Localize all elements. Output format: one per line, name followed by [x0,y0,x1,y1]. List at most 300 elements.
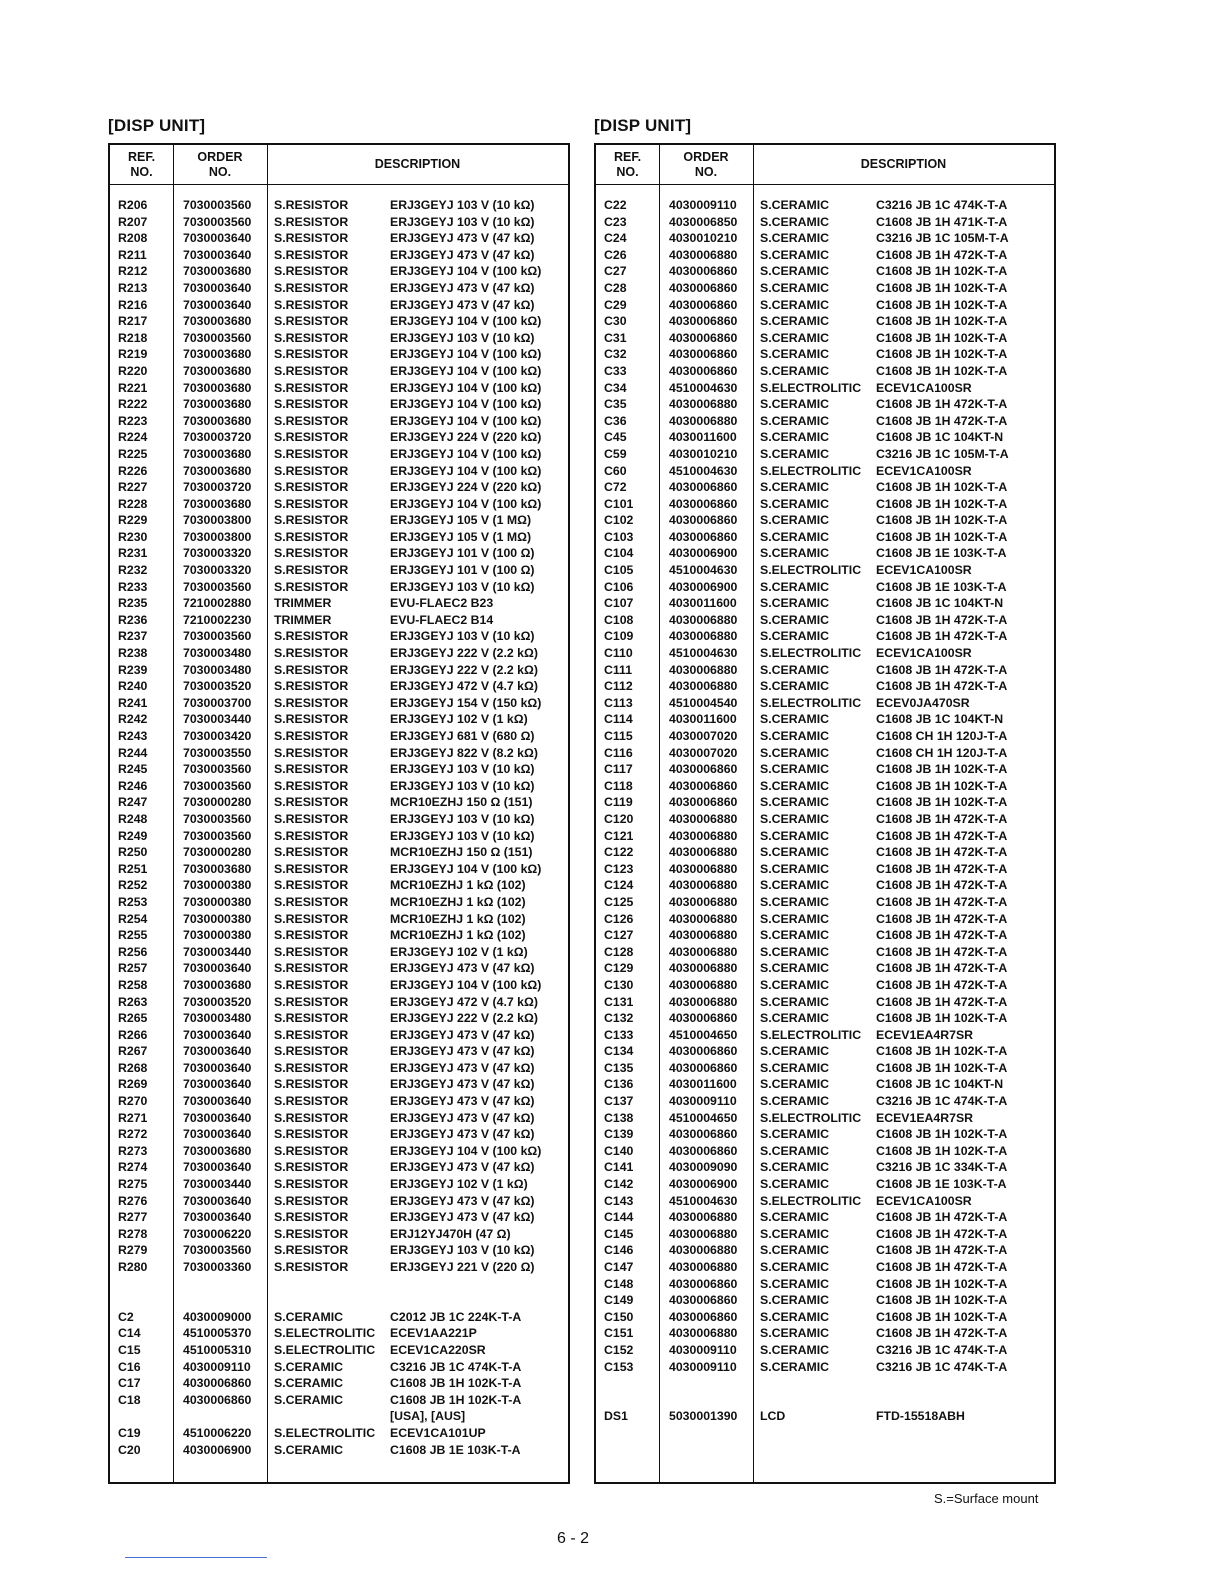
ref-no: R212 [118,264,148,279]
table-row [596,1176,1054,1193]
part-type: S.CERAMIC [760,430,830,445]
order-no: 7210002230 [183,612,252,627]
order-no: 4030006880 [669,911,738,926]
order-no: 4510004630 [669,380,738,395]
order-no: 7030003680 [183,446,252,461]
order-no: 4030006880 [669,845,738,860]
ref-no: C31 [604,330,627,345]
part-spec: C1608 JB 1H 472K-T-A [876,928,1008,943]
ref-no: C114 [604,712,633,727]
order-no: 4030006880 [669,247,738,262]
ref-no: R241 [118,695,148,710]
table-row [110,496,568,513]
part-spec: C1608 JB 1H 102K-T-A [876,347,1008,362]
order-no: 4030009110 [669,1359,737,1374]
part-type: S.RESISTOR [274,629,349,644]
table-row [110,628,568,645]
ref-no: R246 [118,778,148,793]
footer-rule [125,1557,267,1558]
order-no: 7030003440 [183,944,252,959]
ref-no: R225 [118,446,148,461]
table-row [596,745,1054,762]
ref-no: R242 [118,712,148,727]
ref-no: C108 [604,612,634,627]
table-row [596,612,1054,629]
table-row [110,479,568,496]
table-row [596,678,1054,695]
table-row [110,861,568,878]
part-type: S.ELECTROLITIC [760,1027,862,1042]
ref-no: C137 [604,1094,634,1109]
table-row [596,529,1054,546]
ref-no: R240 [118,679,148,694]
order-no: 4030006860 [669,297,738,312]
part-spec: C1608 JB 1H 102K-T-A [876,513,1008,528]
table-row [596,1027,1054,1044]
part-spec: C1608 JB 1H 472K-T-A [876,878,1008,893]
part-spec: ERJ3GEYJ 104 V (100 kΩ) [390,397,542,412]
table-row [596,1226,1054,1243]
ref-no: C141 [604,1160,634,1175]
order-no: 7030003680 [183,463,252,478]
part-type: S.RESISTOR [274,977,349,992]
table-row [596,1076,1054,1093]
part-type: S.RESISTOR [274,363,349,378]
part-spec: ERJ3GEYJ 105 V (1 MΩ) [390,529,532,544]
part-spec: C1608 JB 1H 102K-T-A [876,280,1008,295]
part-type: S.RESISTOR [274,1260,349,1274]
part-spec: C1608 JB 1H 471K-T-A [876,214,1008,229]
part-spec: ERJ3GEYJ 473 V (47 kΩ) [390,1110,535,1125]
part-type: S.RESISTOR [274,894,349,909]
part-spec: ERJ3GEYJ 473 V (47 kΩ) [390,1044,535,1059]
ref-no: C125 [604,894,634,909]
part-type: S.CERAMIC [760,1160,830,1175]
table-row [110,761,568,778]
order-no: 7030003680 [183,496,252,511]
order-no: 4030006880 [669,662,738,677]
ref-no: R206 [118,198,148,212]
order-no: 7030003680 [183,380,252,395]
part-type: S.CERAMIC [760,330,830,345]
part-type: S.CERAMIC [760,928,830,943]
ref-no: C124 [604,878,634,893]
part-type: S.RESISTOR [274,579,349,594]
table-row [110,728,568,745]
table-row [110,1010,568,1027]
part-spec: MCR10EZHJ 1 kΩ (102) [390,911,526,926]
ref-no: C27 [604,264,627,279]
part-type: S.CERAMIC [760,1276,830,1291]
table-row [596,1126,1054,1143]
part-spec: ERJ3GEYJ 104 V (100 kΩ) [390,413,542,428]
table-row [596,297,1054,314]
part-spec: C3216 JB 1C 474K-T-A [876,1342,1008,1357]
part-type: S.CERAMIC [760,795,830,810]
order-no: 4030007020 [669,745,738,760]
order-no: 4030006880 [669,977,738,992]
order-no: 7030000280 [183,795,252,810]
ref-no: R273 [118,1143,148,1158]
table-row [110,1126,568,1143]
ref-no: C118 [604,778,633,793]
part-spec: ERJ3GEYJ 681 V (680 Ω) [390,729,535,743]
part-spec: ERJ3GEYJ 224 V (220 kΩ) [390,430,542,445]
order-no: 7030003560 [183,1243,252,1258]
table-row [110,1342,568,1359]
table-row [110,1425,568,1442]
part-type: S.CERAMIC [760,214,830,229]
table-row [596,1060,1054,1077]
table-row [596,579,1054,596]
ref-no: R248 [118,811,148,826]
part-spec: C1608 JB 1H 102K-T-A [876,762,1008,777]
part-type: S.RESISTOR [274,198,349,212]
part-type: S.CERAMIC [760,198,830,212]
part-type: S.CERAMIC [760,297,830,312]
order-no: 4510004650 [669,1110,738,1125]
part-spec: C1608 JB 1H 102K-T-A [876,1143,1008,1158]
order-no-header: ORDER NO. [197,149,243,179]
table-row [110,214,568,231]
order-no: 4030006860 [669,762,738,777]
table-row [110,1143,568,1160]
table-row [596,545,1054,562]
ref-no: C34 [604,380,627,395]
ref-no: C105 [604,563,634,578]
order-no: 4030006900 [183,1442,252,1457]
part-type: S.RESISTOR [274,712,349,727]
order-no: 4030006880 [669,1210,738,1225]
ref-no: R211 [118,247,147,262]
table-row [110,911,568,928]
ref-no: C18 [118,1392,141,1407]
table-row [596,214,1054,231]
ref-no: C107 [604,596,634,611]
part-type: S.CERAMIC [760,762,830,777]
part-spec: C1608 JB 1E 103K-T-A [876,546,1007,561]
part-spec: C1608 JB 1C 104KT-N [876,1077,1004,1092]
ref-no: C19 [118,1425,141,1440]
ref-no: C28 [604,280,627,295]
order-no: 7030003640 [183,247,252,262]
ref-no: R250 [118,845,148,860]
part-type: S.RESISTOR [274,1110,349,1125]
part-spec: ERJ3GEYJ 473 V (47 kΩ) [390,1094,535,1109]
order-no: 7030000280 [183,845,252,860]
order-no: 4030006880 [669,629,738,644]
part-type: S.CERAMIC [760,861,830,876]
part-spec: ERJ3GEYJ 222 V (2.2 kΩ) [390,662,538,677]
part-type: S.CERAMIC [760,1226,830,1241]
ref-no: C106 [604,579,634,594]
ref-no: C151 [604,1326,634,1341]
description-header: DESCRIPTION [374,157,461,171]
part-spec: C1608 JB 1H 102K-T-A [876,778,1008,793]
part-type: S.RESISTOR [274,1077,349,1092]
part-spec: MCR10EZHJ 1 kΩ (102) [390,928,526,943]
table-row [110,429,568,446]
table-row [110,297,568,314]
order-no: 4030011600 [669,1077,737,1092]
order-no: 4510004650 [669,1027,738,1042]
order-no: 7030003640 [183,1193,252,1208]
ref-no: R231 [118,546,148,561]
ref-no: R243 [118,729,148,743]
ref-no: C140 [604,1143,634,1158]
order-no: 7030003640 [183,280,252,295]
table-row [110,1093,568,1110]
table-row [596,346,1054,363]
ref-no: R220 [118,363,148,378]
table-row [596,512,1054,529]
ref-no: R274 [118,1160,148,1175]
ref-no-header: REF. NO. [127,149,156,179]
table-row [110,363,568,380]
part-spec: ERJ3GEYJ 103 V (10 kΩ) [390,214,535,229]
part-type: S.RESISTOR [274,1060,349,1075]
table-row [110,463,568,480]
table-row [110,1392,568,1409]
part-spec: ERJ3GEYJ 473 V (47 kΩ) [390,231,535,246]
table-row [110,1176,568,1193]
part-spec: C1608 JB 1H 472K-T-A [876,811,1008,826]
part-type: S.CERAMIC [760,413,830,428]
part-type: S.RESISTOR [274,513,349,528]
part-type: S.CERAMIC [760,596,830,611]
ref-no: C20 [118,1442,141,1457]
ref-no: R255 [118,928,148,943]
order-no: 7030003550 [183,745,252,760]
part-type: S.ELECTROLITIC [760,646,862,661]
part-spec: ERJ3GEYJ 104 V (100 kΩ) [390,347,542,362]
order-no: 7030003680 [183,347,252,362]
part-spec: MCR10EZHJ 1 kΩ (102) [390,894,526,909]
table-row [110,230,568,247]
part-type: S.RESISTOR [274,911,349,926]
part-type: S.RESISTOR [274,380,349,395]
part-type: S.CERAMIC [760,1060,830,1075]
part-spec: ERJ3GEYJ 102 V (1 kΩ) [390,944,528,959]
table-row [110,1159,568,1176]
part-type: S.ELECTROLITIC [760,563,862,578]
order-no: 4030006880 [669,612,738,627]
table-row [110,512,568,529]
ref-no: C123 [604,861,634,876]
part-spec: ERJ3GEYJ 104 V (100 kΩ) [390,463,542,478]
part-type: S.CERAMIC [760,679,830,694]
table-row [110,595,568,612]
part-spec: C1608 JB 1H 102K-T-A [876,1293,1008,1308]
part-spec: C3216 JB 1C 334K-T-A [876,1160,1008,1175]
part-type: S.CERAMIC [760,778,830,793]
part-spec: C1608 JB 1H 472K-T-A [876,994,1008,1009]
part-type: S.CERAMIC [760,1243,830,1258]
table-row [596,496,1054,513]
part-type: S.RESISTOR [274,994,349,1009]
part-spec: ERJ3GEYJ 473 V (47 kΩ) [390,280,535,295]
part-type: S.RESISTOR [274,1127,349,1142]
part-spec: ERJ3GEYJ 154 V (150 kΩ) [390,695,542,710]
ref-no: C153 [604,1359,634,1374]
ref-no: R235 [118,596,148,611]
table-row [110,579,568,596]
ref-no: C103 [604,529,634,544]
left-section-title: [DISP UNIT] [108,116,206,135]
part-type: S.RESISTOR [274,745,349,760]
part-type: S.RESISTOR [274,778,349,793]
ref-no: R251 [118,861,148,876]
ref-no: C102 [604,513,634,528]
ref-no: C2 [118,1309,134,1324]
part-spec: [USA], [AUS] [390,1409,466,1424]
part-spec: C1608 JB 1H 102K-T-A [876,264,1008,279]
part-spec: ERJ3GEYJ 104 V (100 kΩ) [390,977,542,992]
part-type: S.CERAMIC [760,314,830,329]
part-spec: C1608 JB 1H 472K-T-A [876,845,1008,860]
part-spec: C1608 JB 1H 102K-T-A [876,330,1008,345]
table-row [110,828,568,845]
ref-no: C35 [604,397,627,412]
order-no: 4030006860 [669,347,738,362]
part-type: S.CERAMIC [760,1094,830,1109]
order-no: 7030003720 [183,480,252,495]
ref-no: R221 [118,380,148,395]
part-type: S.ELECTROLITIC [760,695,862,710]
order-no: 4030006860 [669,1011,738,1026]
part-spec: ERJ3GEYJ 102 V (1 kΩ) [390,712,528,727]
part-spec: C1608 JB 1H 472K-T-A [876,413,1008,428]
table-row [596,711,1054,728]
table-row [596,1159,1054,1176]
order-no: 4030009110 [183,1359,251,1374]
part-spec: C1608 JB 1H 472K-T-A [876,911,1008,926]
part-spec: ERJ3GEYJ 105 V (1 MΩ) [390,513,532,528]
part-spec: C1608 CH 1H 120J-T-A [876,745,1008,760]
order-no: 4510006220 [183,1425,252,1440]
table-row [596,1325,1054,1342]
part-type: S.ELECTROLITIC [760,380,862,395]
ref-no: C17 [118,1376,141,1391]
table-row [110,1325,568,1342]
part-spec: ERJ3GEYJ 103 V (10 kΩ) [390,811,535,826]
ref-no: C138 [604,1110,634,1125]
part-type: S.ELECTROLITIC [760,1110,862,1125]
order-no: 4030006860 [669,778,738,793]
part-type: S.ELECTROLITIC [274,1326,376,1341]
order-no: 7030003680 [183,1143,252,1158]
table-row [110,1060,568,1077]
order-no: 4030006860 [669,480,738,495]
order-no: 4510005370 [183,1326,252,1341]
ref-no: C152 [604,1342,634,1357]
part-type: S.CERAMIC [760,1210,830,1225]
ref-no: C101 [604,496,634,511]
table-row [110,446,568,463]
order-no: 7030003560 [183,330,252,345]
part-spec: ERJ3GEYJ 472 V (4.7 kΩ) [390,679,538,694]
part-type: S.CERAMIC [760,247,830,262]
part-spec: ECEV1CA220SR [390,1342,486,1357]
order-no: 7030003680 [183,363,252,378]
ref-no: C129 [604,961,634,976]
table-row [596,811,1054,828]
order-no: 7030003640 [183,297,252,312]
table-row [596,761,1054,778]
order-no: 7030003640 [183,1127,252,1142]
part-type: S.CERAMIC [274,1442,344,1457]
table-row [110,1408,568,1425]
ref-no: R207 [118,214,148,229]
ref-no: C126 [604,911,634,926]
part-spec: C1608 JB 1H 102K-T-A [876,1044,1008,1059]
part-type: S.CERAMIC [760,579,830,594]
part-spec: ERJ3GEYJ 473 V (47 kΩ) [390,1077,535,1092]
part-type: TRIMMER [274,612,332,627]
ref-no: C149 [604,1293,634,1308]
ref-no: C117 [604,762,633,777]
part-spec: C1608 JB 1H 472K-T-A [876,961,1008,976]
part-spec: ECEV1AA221P [390,1326,477,1341]
order-no: 4030010210 [669,446,738,461]
ref-no: C104 [604,546,634,561]
part-type: S.RESISTOR [274,446,349,461]
ref-no: C144 [604,1210,634,1225]
ref-no: R230 [118,529,148,544]
order-no: 4030006900 [669,579,738,594]
order-no: 7030003560 [183,198,252,212]
part-spec: ERJ3GEYJ 104 V (100 kΩ) [390,496,542,511]
part-type: S.ELECTROLITIC [760,463,862,478]
table-row [110,529,568,546]
ref-no: C23 [604,214,627,229]
part-type: S.CERAMIC [760,612,830,627]
part-type: S.RESISTOR [274,1011,349,1026]
ref-no: C22 [604,198,627,212]
order-no: 4030006880 [669,944,738,959]
part-type: S.RESISTOR [274,1210,349,1225]
part-spec: C1608 JB 1H 472K-T-A [876,944,1008,959]
order-no: 4030006860 [183,1376,252,1391]
order-no: 7030003640 [183,961,252,976]
ref-no: R213 [118,280,148,295]
order-no: 4030006900 [669,1177,738,1192]
table-row [596,877,1054,894]
ref-no: C134 [604,1044,634,1059]
part-spec: ERJ3GEYJ 473 V (47 kΩ) [390,1210,535,1225]
order-no: 7030003440 [183,1177,252,1192]
part-spec: C1608 JB 1H 472K-T-A [876,612,1008,627]
ref-no: R253 [118,894,148,909]
part-spec: C1608 JB 1H 472K-T-A [876,1326,1008,1341]
part-type: S.RESISTOR [274,878,349,893]
part-type: S.CERAMIC [760,347,830,362]
table-row [596,1259,1054,1276]
right-parts-table [594,143,1056,1484]
part-spec: C1608 JB 1H 472K-T-A [876,828,1008,843]
part-type: S.CERAMIC [760,446,830,461]
table-row [110,1442,568,1459]
order-no: 7030003560 [183,811,252,826]
table-row [110,313,568,330]
table-row [596,994,1054,1011]
table-row [110,944,568,961]
part-spec: C1608 JB 1C 104KT-N [876,712,1004,727]
part-type: S.RESISTOR [274,1193,349,1208]
table-row [596,1408,1054,1425]
table-row [596,1193,1054,1210]
order-no: 7210002880 [183,596,252,611]
